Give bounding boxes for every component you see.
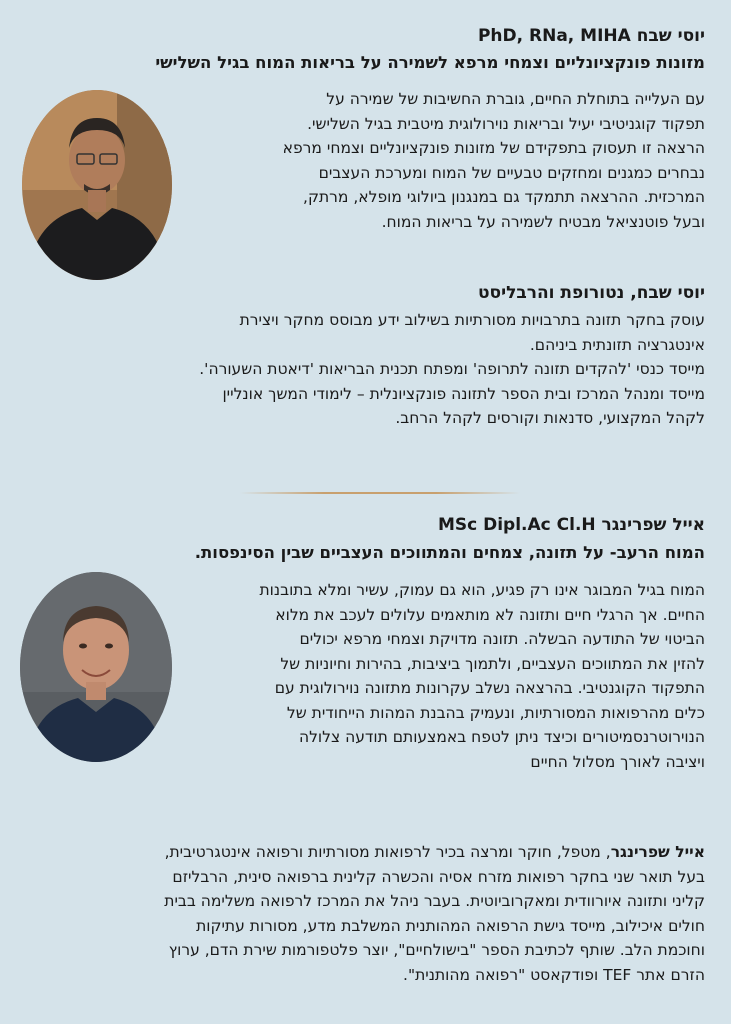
bio-line: אינטגרציה תזונתית ביניהם. [529,335,705,354]
speaker1-talk-title: מזונות פונקציונליים וצמחי מרפא לשמירה על בריאות המוח בגיל השלישי [155,53,705,72]
speaker2-section [0,500,731,1024]
abstract-line: ובעל פוטנציאל מבטיח לשמירה על בריאות המוח. [381,212,705,231]
bio-line: עוסק בחקר תזונה בתרבויות מסורתיות בשילוב ידע מבוסס מחקר ויצירת [239,311,705,329]
abstract-line: הרצאה זו תעסוק בתפקידם של מזונות פונקציונליים וצמחי מרפא [282,139,705,157]
speaker2-name: אייל שפרינגר MSc Dipl.Ac Cl.H [437,515,705,535]
bio-line: קליני ותזונה איורוודית ומאקרוביוטית. בעבר ניהל את המרכז לרפואה משלימה בבית [164,892,705,910]
speaker2-photo [20,572,172,762]
abstract-line: תפקוד קוגניטיבי יעיל ובריאות נוירולוגית מיטבית בגיל השלישי. [307,114,705,133]
speaker2-talk-title: המוח הרעב- על תזונה, צמחים והמתווכים העצביים שבין הסינפסות. [194,543,705,562]
speaker1-name: יוסי שבח PhD, RNa, MIHA [477,26,705,46]
abstract-line: התפקוד הקוגנטיבי. בהרצאה נשלב עקרונות מתזונה נוירולוגית עם [274,679,705,697]
speaker2-abstract [165,578,705,774]
speaker1-photo [22,90,172,280]
abstract-line: הנוירוטרנסמיטורים וכיצד ניתן לטפח באמצעותם תודעה צלולה [299,728,705,746]
speaker1-section [0,0,731,480]
abstract-line: נבחרים כמגנים ומחזקים טבעיים של המוח ומערכת העצבים [318,163,705,182]
bio-line: וחוכמת הלב. שותף לכתיבת הספר "בישולחיים", יוצר פלטפורמות שירת הדם, ערוץ [168,941,705,959]
speaker1-bio [15,308,705,431]
bio-line: מייסד כנסי 'להקדים תזונה לתרופה' ומפתח תכנית הבריאות 'דיאטת השעורה'. [199,360,705,378]
bio-line: הזרם אתר TEF ופודקאסט "רפואה מהותנית". [403,965,705,984]
speaker1-abstract [175,87,705,234]
bio-line: בעל תואר שני בחקר רפואות מזרח אסיה והכשרה קלינית ברפואה סינית, הרבליזם [172,867,705,886]
abstract-line: החיים. אך הרגלי חיים ותזונה לא מותאמים עלולים לעכב את מלוא [275,605,705,624]
abstract-line: המוח בגיל המבוגר אינו רק פגיע, הוא גם עמוק, עשיר ומלא בתובנות [259,581,705,599]
bio-line [15,840,705,865]
abstract-line: כלים מהרפואות המסורתיות, ונעמיק בהבנת המהות הייחודית של [286,703,705,722]
bio-first-line-rest: , מטפל, חוקר ומרצה בכיר לרפואות מסורתיות ורפואה אינטגרטיבית, [164,843,611,861]
abstract-line: המרכזית. ההרצאה תתמקד גם במנגנון ביולוגי מופלא, מרתק, [303,188,705,206]
bio-line: לקהל המקצועי, סדנאות וקורסים לקהל הרחב. [395,409,705,427]
bio-line: מייסד ומנהל המרכז ובית הספר לתזונה פונקציונלית – לימודי המשך אונליין [222,384,705,403]
abstract-line: ויציבה לאורך מסלול החיים [530,752,705,771]
abstract-line: עם העלייה בתוחלת החיים, גוברת החשיבות של שמירה על [326,90,705,108]
speaker1-bio-heading: יוסי שבח, נטורופת והרבליסט [477,283,705,303]
bio-line: חולים איכילוב, מייסד גישת הרפואה המהותנית המשלבת מדע, מסורות עתיקות [196,916,705,935]
section-divider [240,492,520,494]
abstract-line: הביטוי של התודעה הבשלה. תזונה מדויקת וצמחי מרפא יכולים [299,630,705,648]
abstract-line: להזין את המתווכים העצביים, ולתמוך ביציבות, בהירות וחיוניות של [280,654,705,673]
speaker2-bio-name: אייל שפרינגר [610,843,705,861]
speaker2-bio [15,840,705,987]
